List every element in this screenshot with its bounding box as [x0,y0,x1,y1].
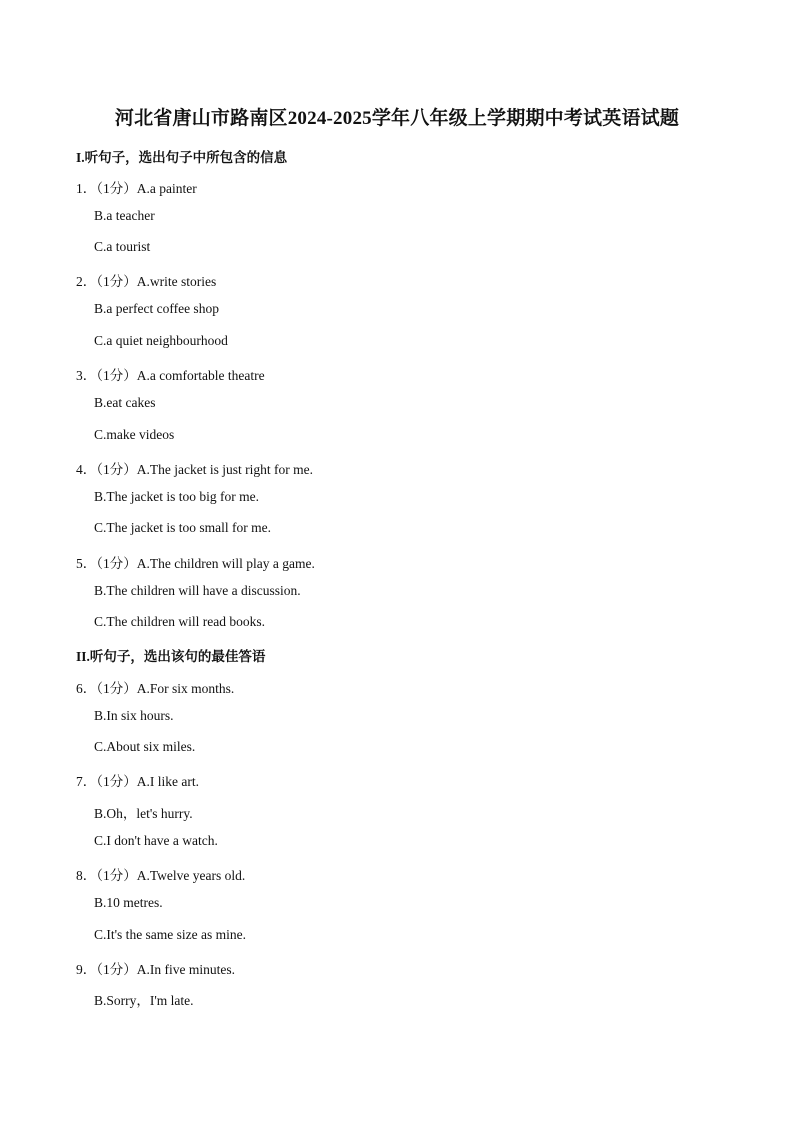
question-3-option-c: C.make videos [94,427,175,442]
question-5-option-b: B.The children will have a discussion. [94,583,301,598]
question-5-option-c: C.The children will read books. [94,614,265,629]
question-7-option-b: B.Oh，let's hurry. [94,806,193,821]
page-title: 河北省唐山市路南区2024-2025学年八年级上学期期中考试英语试题 [114,108,680,129]
question-2-option-b: B.a perfect coffee shop [94,301,219,316]
question-4-option-b: B.The jacket is too big for me. [94,489,259,504]
question-6: 6．（1分）A.For six months. [76,681,235,696]
question-1-option-b: B.a teacher [94,208,155,223]
question-2: 2．（1分）A.write stories [76,274,217,289]
question-5: 5．（1分）A.The children will play a game. [76,556,315,571]
question-6-option-c: C.About six miles. [94,739,196,754]
question-8-option-c: C.It's the same size as mine. [94,927,247,942]
question-7: 7．（1分）A.I like art. [76,774,199,789]
question-3-option-b: B.eat cakes [94,395,156,410]
question-3: 3．（1分）A.a comfortable theatre [76,368,265,383]
question-7-option-c: C.I don't have a watch. [94,833,218,848]
question-1: 1．（1分）A.a painter [76,181,197,196]
question-4-option-c: C.The jacket is too small for me. [94,520,271,535]
section-heading: I.听句子，选出句子中所包含的信息 [76,150,288,165]
question-1-option-c: C.a tourist [94,239,151,254]
question-4: 4．（1分）A.The jacket is just right for me. [76,462,313,477]
question-9-option-b: B.Sorry，I'm late. [94,993,194,1008]
section-heading: II.听句子，选出该句的最佳答语 [76,649,266,664]
question-2-option-c: C.a quiet neighbourhood [94,333,228,348]
question-6-option-b: B.In six hours. [94,708,174,723]
question-8: 8．（1分）A.Twelve years old. [76,868,246,883]
question-8-option-b: B.10 metres. [94,895,163,910]
question-9: 9．（1分）A.In five minutes. [76,962,235,977]
